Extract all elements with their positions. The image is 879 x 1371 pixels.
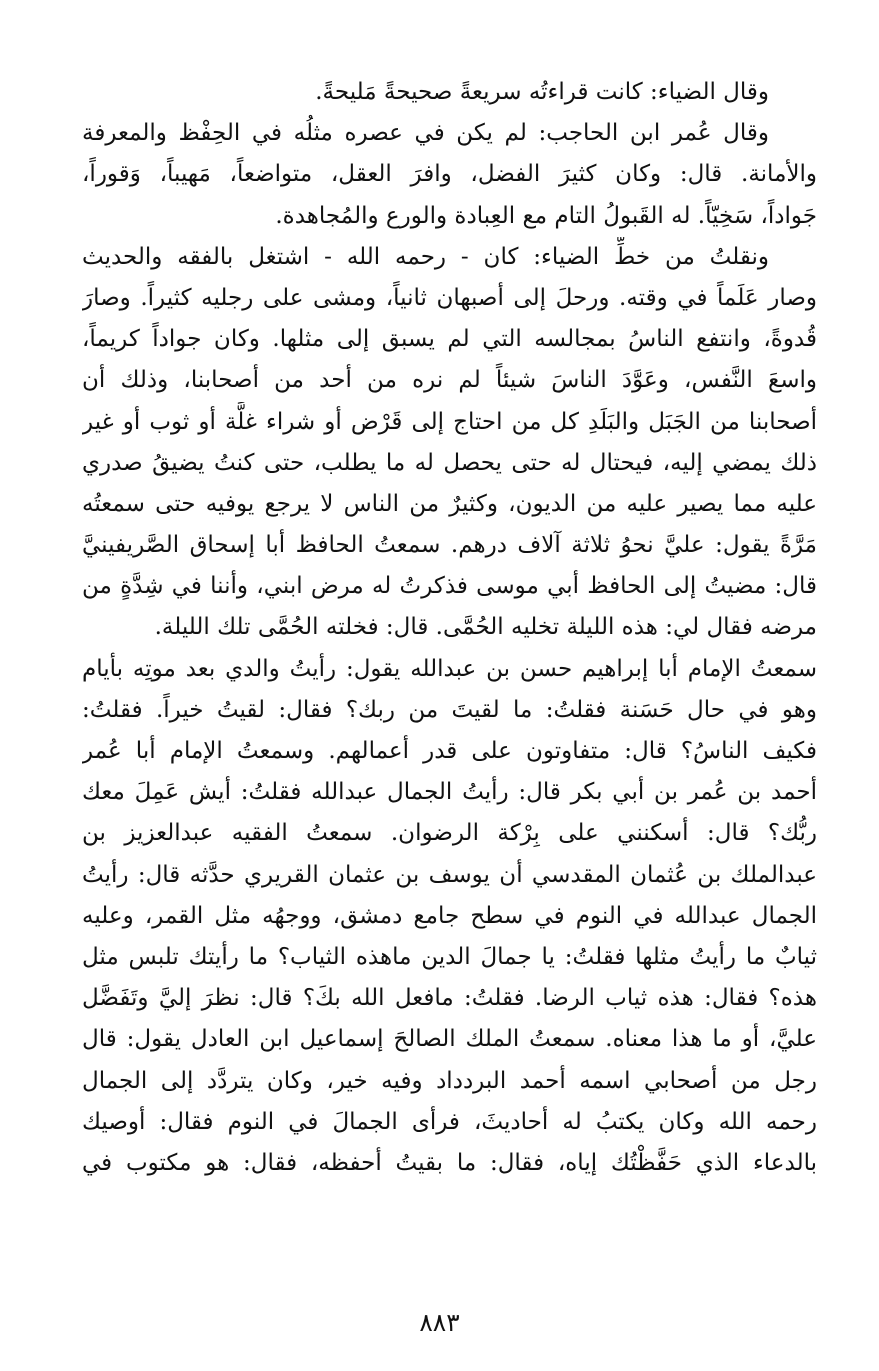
text-line: رحمه الله وكان يكتبُ له أحاديثَ، فرأى الجمالَ في النوم فقال: أوصيك <box>82 1108 817 1135</box>
text-line: جَواداً، سَخِيّاً. له القَبولُ التام مع العِبادة والورع والمُجاهدة. <box>275 202 817 229</box>
text-line: قال: مضيتُ إلى الحافظ أبي موسى فذكرتُ له مرض ابني، وأننا في شِدَّةٍ من <box>82 573 817 600</box>
text-line: قُدوةً، وانتفع الناسُ بمجالسه التي لم يسبق إلى مثلها. وكان جواداً كريماً، <box>82 326 817 353</box>
text-line: والأمانة. قال: وكان كثيرَ الفضل، وافرَ العقل، متواضعاً، مَهيباً، وَقوراً، <box>82 161 817 188</box>
text-line: وقال الضياء: كانت قراءتُه سريعةً صحيحةً مَليحةً. <box>315 79 769 105</box>
text-line: أصحابنا من الجَبَل والبَلَدِ كل من احتاج إلى قَرْض أو شراء غلَّة أو ثوب أو غير <box>82 408 817 435</box>
text-line: أحمد بن عُمر بن أبي بكر قال: رأيتُ الجمال عبدالله فقلتُ: أيش عَمِلَ معك <box>82 779 817 806</box>
body-text <box>82 72 817 1184</box>
text-line: رجل من أصحابي اسمه أحمد البردداد وفيه خير، وكان يتردَّد إلى الجمال <box>82 1067 817 1094</box>
text-line: هذه؟ فقال: هذه ثياب الرضا. فقلتُ: مافعل الله بكَ؟ قال: نظرَ إليَّ وتَفَضَّل <box>82 985 817 1012</box>
text-line: وهو في حال حَسَنة فقلتُ: ما لقيتَ من ربك؟ فقال: لقيتُ خيراً. فقلتُ: <box>82 696 817 723</box>
text-line: سمعتُ الإمام أبا إبراهيم حسن بن عبدالله يقول: رأيتُ والدي بعد موتِه بأيام <box>82 655 817 682</box>
text-line: فكيف الناسُ؟ قال: متفاوتون على قدر أعمالهم. وسمعتُ الإمام أبا عُمر <box>82 738 817 764</box>
text-line: وصار عَلَماً في وقته. ورحلَ إلى أصبهان ثانياً، ومشى على رجليه كثيراً. وصارَ <box>82 284 817 311</box>
text-line: ثيابٌ ما رأيتُ مثلها فقلتُ: يا جمالَ الدين ماهذه الثياب؟ ما رأيتك تلبس مثل <box>82 943 817 970</box>
text-line: عليَّ، أو ما هذا معناه. سمعتُ الملك الصالحَ إسماعيل ابن العادل يقول: قال <box>82 1026 817 1053</box>
text-line: مَرَّةً يقول: عليَّ نحوُ ثلاثة آلاف درهم. سمعتُ الحافظ أبا إسحاق الصَّريفينيَّ <box>82 532 817 559</box>
page-number: ٨٨٣ <box>419 1308 460 1337</box>
text-line: ربُّك؟ قال: أسكنني على بِرْكة الرضوان. سمعتُ الفقيه عبدالعزيز بن <box>82 820 817 847</box>
text-line: الجمال عبدالله في النوم في سطح جامع دمشق، ووجهُه مثل القمر، وعليه <box>82 902 817 929</box>
text-line: مرضه فقال لي: هذه الليلة تخليه الحُمَّى. قال: فخلته الحُمَّى تلك الليلة. <box>154 614 817 641</box>
text-line: ذلك يمضي إليه، فيحتال له حتى يحصل له ما يطلب، حتى كنتُ يضيقُ صدري <box>82 449 817 476</box>
text-line: واسعَ النَّفس، وعَوَّدَ الناسَ شيئاً لم نره من أحد من أصحابنا، وذلك أن <box>82 367 817 394</box>
text-line: ونقلتُ من خطِّ الضياء: كان - رحمه الله - اشتغل بالفقه والحديث <box>82 243 769 270</box>
text-line: عليه مما يصير عليه من الديون، وكثيرٌ من الناس لا يرجع يوفيه حتى سمعتُه <box>82 490 817 517</box>
text-line: عبدالملك بن عُثمان المقدسي أن يوسف بن عثمان القريري حدَّثه قال: رأيتُ <box>82 861 817 888</box>
text-line: وقال عُمر ابن الحاجب: لم يكن في عصره مثلُه في الحِفْظ والمعرفة <box>82 120 769 147</box>
text-line: بالدعاء الذي حَفَّظْتُك إياه، فقال: ما بقيتُ أحفظه، فقال: هو مكتوب في <box>82 1149 817 1176</box>
